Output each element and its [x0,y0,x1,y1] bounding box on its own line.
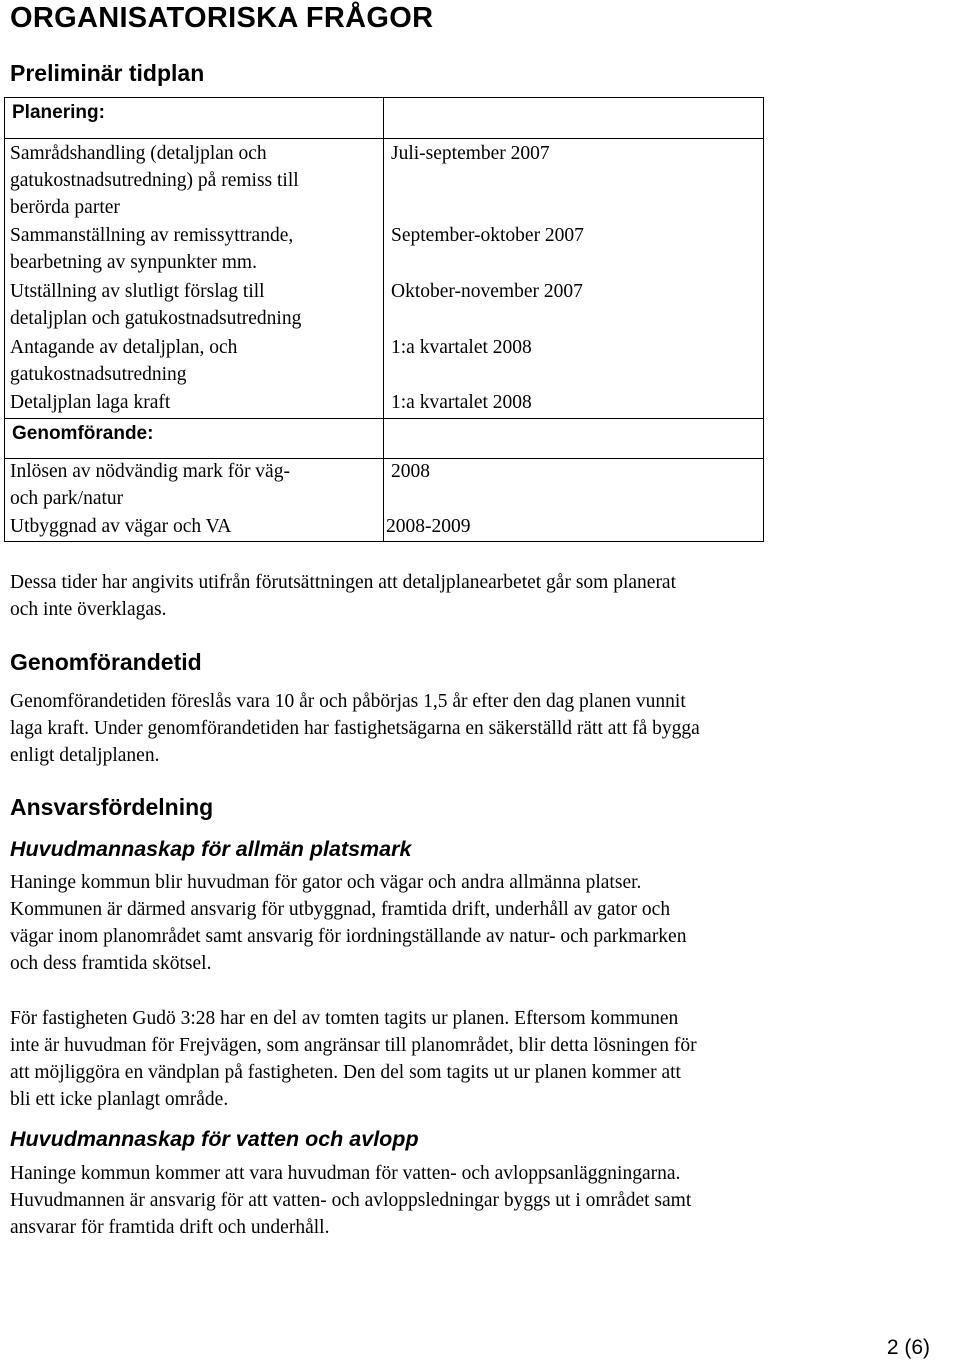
table-header-planering: Planering: [12,102,105,123]
table-cell-time: 1:a kvartalet 2008 [391,337,532,358]
page-number: 2 (6) [886,1336,930,1359]
paragraph-allman-platsmark-2: För fastigheten Gudö 3:28 har en del av tomten tagits ur planen. Eftersom kommunen inte är huvudman för Frejvägen, som angränsar till planområdet, blir detta lösningen för att möjliggöra en vändplan på fastigheten. Den del som tagits ut ur planen kommer att bli ett icke planlagt område. [10,1008,697,1110]
table-cell-time: 2008 [391,461,430,482]
table-cell-activity: Samrådshandling (detaljplan och gatukostnadsutredning) på remiss till berörda parter [10,143,299,218]
table-cell-time: September-oktober 2007 [391,225,584,246]
table-header-genomforande: Genomförande: [12,423,154,444]
paragraph-allman-platsmark-1: Haninge kommun blir huvudman för gator och vägar och andra allmänna platser. Kommunen är därmed ansvarig för utbyggnad, framtida drift, underhåll av gator och vägar inom planområdet samt ansvarig för iordningställande av natur- och parkmarken och dess framtida skötsel. [10,872,687,974]
paragraph-genomforandetid: Genomförandetiden föreslås vara 10 år och påbörjas 1,5 år efter den dag planen vunnit laga kraft. Under genomförandetiden har fastighetsägarna en säkerställd rätt att få bygga enligt detaljplanen. [10,691,700,766]
subheading-vatten-avlopp: Huvudmannaskap för vatten och avlopp [10,1127,419,1151]
table-cell-activity: Utbyggnad av vägar och VA [10,516,232,537]
table-cell-activity: Inlösen av nödvändig mark för väg- och park/natur [10,461,290,509]
paragraph-vatten-avlopp: Haninge kommun kommer att vara huvudman för vatten- och avloppsanläggningarna. Huvudmannen är ansvarig för att vatten- och avloppsledningar byggs ut i området samt ansvarar för framtida drift och underhåll. [10,1163,692,1238]
table-cell-time: Juli-september 2007 [391,143,550,164]
section-heading-genomforandetid: Genomförandetid [10,649,202,675]
table-cell-activity: Detaljplan laga kraft [10,392,171,413]
table-cell-activity: Sammanställning av remissyttrande, bearbetning av synpunkter mm. [10,225,294,273]
table-cell-time: Oktober-november 2007 [391,281,583,302]
table-cell-activity: Utställning av slutligt förslag till detaljplan och gatukostnadsutredning [10,281,302,329]
table-cell-time: 1:a kvartalet 2008 [391,392,532,413]
page-title: ORGANISATORISKA FRÅGOR [10,2,434,34]
section-heading-tidplan: Preliminär tidplan [10,60,205,86]
section-heading-ansvarsfordelning: Ansvarsfördelning [10,794,214,820]
schedule-note: Dessa tider har angivits utifrån förutsättningen att detaljplanearbetet går som planerat och inte överklagas. [10,572,677,620]
subheading-allman-platsmark: Huvudmannaskap för allmän platsmark [10,837,412,861]
table-cell-activity: Antagande av detaljplan, och gatukostnadsutredning [10,337,238,385]
table-cell-time: 2008-2009 [386,516,471,537]
